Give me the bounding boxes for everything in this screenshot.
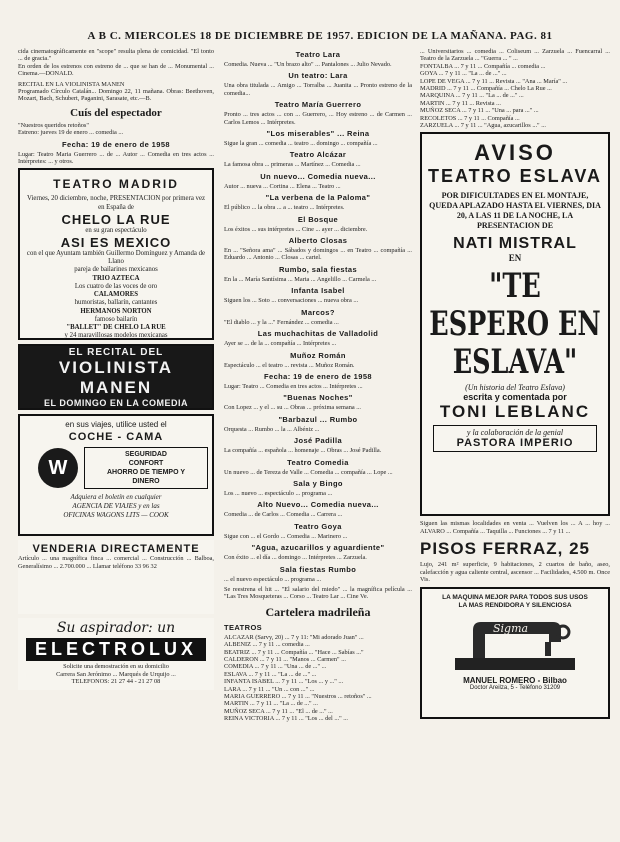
section-title: Cuís del espectador <box>70 106 162 119</box>
electrolux-brand: ELECTROLUX <box>26 638 206 661</box>
news-heading: Muñoz Román <box>290 350 346 360</box>
news-body: Lugar: Teatro ... Comedia en tres actos ... Intérpretes ... <box>224 382 363 390</box>
news-heading: Teatro Lara <box>295 50 341 59</box>
aviso-subtitle: (Un historia del Teatro Eslava) <box>465 383 565 393</box>
news-body: Con éxito ... el día ... domingo ... Intérpretes ... Zarzuela. <box>224 554 367 562</box>
news-heading: "Barbazul ... Rumbo <box>278 414 358 424</box>
news-heading: Teatro Alcázar <box>289 150 347 160</box>
pastora-box <box>433 425 597 452</box>
news-heading: "Los miserables" ... Reina <box>266 129 370 139</box>
news-heading: El Bosque <box>297 214 339 224</box>
news-heading: Sala fiestas Rumbo <box>279 564 357 574</box>
news-heading: Teatro Comedia <box>287 457 349 467</box>
wagons-lits-logo-icon: W <box>38 448 78 488</box>
venderia-body: Artículo ... una magnífica finca ... comercial ... Construcción ... Balboa, Generalísimo ... 2.700.000 ... Llamar teléfono 33 96 32 <box>18 555 214 570</box>
news-body: Comedia ... de Carlos ... Comedia ... Carrera ... <box>224 511 343 519</box>
news-heading: Infanta Isabel <box>291 286 345 296</box>
news-body: Los ... nuevo ... espectáculo ... programa ... <box>224 489 333 497</box>
news-body: Espectáculo ... el teatro ... revista ... Muñoz Román. <box>224 361 355 369</box>
news-heading: José Padilla <box>293 436 343 446</box>
ad-line: TRIO AZTECA <box>92 274 140 282</box>
news-heading: Sala y Bingo <box>293 478 343 488</box>
news-body: Sigue con ... el Gordo ... Comedia ... Marinero ... <box>224 532 348 540</box>
electrolux-body: Solicite una demostración en su domicilio Carrera San Jerónimo ... Marqués de Urquijo ... TELEFONOS: 21 27 44 - 21 27 08 <box>56 663 176 686</box>
ad-line: Viernes, 20 diciembre, noche, PRESENTACION por primera vez en España de <box>27 195 205 211</box>
ad-line: HERMANOS NORTON <box>80 307 152 315</box>
venderia-ad <box>18 540 214 614</box>
news-heading: Teatro María Guerrero <box>274 100 362 110</box>
teatro-madrid-title: TEATRO MADRID <box>53 177 179 192</box>
asi-es-mexico-title: ASI ES MEXICO <box>60 235 172 251</box>
coche-cama-title: COCHE - CAMA <box>68 431 164 444</box>
sew-address: Doctor Areilza, 5 - Teléfono 31209 <box>469 684 561 691</box>
manen-line-a: EL RECITAL DEL <box>68 346 164 358</box>
aviso-escrita: escrita y comentada por <box>463 392 567 403</box>
column-left <box>18 48 214 694</box>
sew-header: LA MAQUINA MEJOR PARA TODOS SUS USOS LA MAS RENDIDORA Y SILENCIOSA <box>442 593 588 609</box>
news-body: Un nuevo ... de Tereza de Valle ... Comedia ... compañía ... Lope ... <box>224 468 393 476</box>
teatro-madrid-ad <box>18 168 214 340</box>
venderia-title: VENDERIA DIRECTAMENTE <box>32 543 200 556</box>
news-heading: Un nuevo... Comedia nueva... <box>260 171 376 181</box>
nuestros-notice: "Nuestros queridos retoños" Estreno: jueves 19 de enero ... comedia ... <box>18 121 124 137</box>
page-header: A B C. MIERCOLES 18 DE DICIEMBRE DE 1957. EDICION DE LA MAÑANA. PAG. 81 <box>87 30 553 42</box>
column-middle <box>224 48 412 838</box>
news-heading: "Agua, azucarillos y aguardiente" <box>251 543 385 553</box>
news-heading: "La verbena de la Paloma" <box>265 193 371 203</box>
pastora-intro: y la colaboración de la genial <box>466 428 564 438</box>
electrolux-tagline: Su aspirador: un <box>56 620 176 637</box>
news-body: ... el nuevo espectáculo ... programa ... <box>224 575 322 583</box>
electrolux-ad <box>18 618 214 690</box>
news-body: Con Lopez ... y el ... su ... Obras ... próxima semana ... <box>224 404 361 412</box>
news-heading: Las muchachitas de Valladolid <box>257 329 379 339</box>
news-heading: Teatro Goya <box>294 521 342 531</box>
news-heading: Alberto Closas <box>288 236 348 246</box>
news-heading: Fecha: 19 de enero de 1958 <box>264 371 372 381</box>
news-body: En la ... María Santísima ... Marta ... Angelillo ... Carmela ... <box>224 275 377 283</box>
news-heading: Alto Nuevo... Comedia nueva... <box>257 500 379 510</box>
news-body: Orquesta ... Rumbo ... la ... Albéniz ... <box>224 425 320 433</box>
pastora-imperio-name: PASTORA IMPERIO <box>456 437 574 450</box>
news-body: "El diablo ... y la ..." Fernández ... comedia ... <box>224 318 339 326</box>
ad-line: pareja de bailarines mexicanos <box>74 266 158 274</box>
teatros-listing: ALCAZAR (Sarvy, 20) ... 7 y 11: "Mi adorado Juan" ... ALBENIZ ... 7 y 11 ... comedia ... BEATRIZ ... 7 y 11 ... Compañía ... "Hace ... Sabías ..." CALDERON ... 7 y 11 ... "Manos ... Carmen" ... COMEDIA ... 7 y 11 ... "Una ... de ..." ... ESLAVA ... 7 y 11 ... "La ... de ..." ... INFANTA ISABEL ... 7 y 11 ... "Los ... y ..." ... LARA ... 7 y 11 ... "Un ... con ..." ... MARIA GUERRERO ... 7 y 11 ... "Nuestros ... retoños" ... MARTIN ... 7 y 11 ... "La ... de ..." ... MUÑOZ SECA ... 7 y 11 ... "El ... de ..." ... REINA VICTORIA ... 7 y 11 ... "Los ... del ..." ... <box>224 633 372 723</box>
news-heading: Un teatro: Lara <box>288 71 348 81</box>
news-body: Autor ... nueva ... Cortina ... Elena ... Teatro ... <box>224 182 341 190</box>
news-body: Una obra titulada ... Amigo ... Torralba ... Juanita ... Pronto estreno de la comedia... <box>224 82 412 97</box>
teatro-eslava-title: TEATRO ESLAVA <box>428 166 602 187</box>
cartelera-title: Cartelera madrileña <box>265 604 371 619</box>
nati-mistral-name: NATI MISTRAL <box>453 235 577 253</box>
aviso-title: AVISO <box>474 140 556 166</box>
sew-brand: Sigma <box>493 621 529 635</box>
manen-recital-ad <box>18 344 214 410</box>
after-aviso-text: Siguen las mismas localidades en venta ... Vuelven los ... A ... hoy ... ALVARO ... Compañía ... Taquilla ... Funciones ... 7 y 11 ... <box>420 520 610 535</box>
ad-line: Los cuatro de las voces de oro <box>74 282 158 290</box>
coche-features: SEGURIDAD CONFORT AHORRO DE TIEMPO Y DINERO <box>84 447 208 489</box>
ad-line: "BALLET" DE CHELO LA RUE <box>66 323 166 331</box>
news-body: En ... "Señora ama" ... Sábados y domingos ... en Teatro ... compañía ... Eduardo ... Antonio ... Closas ... cartel. <box>224 247 412 262</box>
ad-line: en su gran espectáculo <box>85 226 147 234</box>
news-body: Ayer se ... de la ... compañía ... Intérpretes ... <box>224 340 337 348</box>
manen-line-c: EL DOMINGO EN LA COMEDIA <box>43 397 188 408</box>
pisos-ferraz-title: PISOS FERRAZ, 25 <box>420 539 590 559</box>
fecha-line: Fecha: 19 de enero de 1958 <box>62 139 170 149</box>
teatros-heading: TEATROS <box>224 622 263 632</box>
ad-line: con el que Ayuntam también Guillermo Domínguez y Amanda de Llano <box>26 250 206 266</box>
news-heading: "Buenas Noches" <box>283 393 353 403</box>
toni-leblanc-name: TONI LEBLANC <box>439 402 591 422</box>
news-body: Comedia. Nueva ... "Un brazo alto" ... Pantalones ... Julio Nevado. <box>224 61 392 68</box>
ad-line: humoristas, ballarín, cantantes <box>74 299 158 307</box>
aviso-body: POR DIFICULTADES EN EL MONTAJE, QUEDA APLAZADO HASTA EL VIERNES, DIA 20, A LAS 11 DE LA NOCHE, LA PRESENTACION DE <box>429 191 601 231</box>
ad-line: famoso bailarín <box>94 315 138 323</box>
coche-cama-ad <box>18 414 214 536</box>
te-espero-title: "TE ESPERO EN ESLAVA" <box>429 266 601 383</box>
news-body: Siguen los ... Soto ... conversaciones ... nueva obra ... <box>224 297 359 305</box>
chelo-la-rue-name: CHELO LA RUE <box>61 211 171 227</box>
aviso-en: EN <box>508 253 522 264</box>
news-heading: Rumbo, sala fiestas <box>278 264 358 274</box>
recital-notice: RECITAL EN LA VIOLINISTA MANEN Programado Círculo Catalán... Domingo 22, 11 mañana. Obras: Beethoven, Mozart, Bach, Schubert, Paganini, Sarasate, etc.—B. <box>18 80 214 103</box>
listings-top: ... Universitarios ... comedia ... Coliseum ... Zarzuela ... Fuencarral ... Teatro de la Zarzuela ... "Guerra ... " ... FONTALBA ... 7 y 11 ... Compañía ... comedia ... GOYA ... 7 y 11 ... "La ... de ..." ... LOPE DE VEGA ... 7 y 11 ... Revista ... "Ana ... María" ... MADRID ... 7 y 11 ... Compañía ... Chelo La Rue ... MARQUINA ... 7 y 11 ... "La ... de ..." ... MARTIN ... 7 y 11 ... Revista ... MUÑOZ SECA ... 7 y 11 ... "Una ... para ..." ... RECOLETOS ... 7 y 11 ... Compañía ... ZARZUELA ... 7 y 11 ... "Agua, azucarillos ..." ... <box>420 48 610 130</box>
sewing-machine-ad <box>420 587 610 719</box>
column-right <box>420 48 610 723</box>
ad-line: y 24 maravillosas modelos mexicanas <box>64 332 168 340</box>
news-body: La compañía ... española ... homenaje ... Obras ... José Padilla. <box>224 447 382 455</box>
coche-footer: Adquiera el boletín en cualquier AGENCIA DE VIAJES y en las OFICINAS WAGONS LITS — COOK <box>63 493 169 520</box>
news-body: Los éxitos ... sus intérpretes ... Cine ... ayer ... diciembre. <box>224 225 368 233</box>
news-heading: Marcos? <box>301 307 335 317</box>
coche-top: en sus viajes, utilice usted el <box>65 420 167 430</box>
aviso-eslava-ad <box>420 132 610 516</box>
sewing-machine-image <box>427 610 603 676</box>
sewing-machine-icon <box>445 612 585 674</box>
pisos-body: Lujo, 241 m² superficie, 9 habitaciones, 2 cuartos de baño, aseo, calefacción y agua caliente central, ascensor ... Facilidades, 4.500 m. Once Vis. <box>420 561 610 584</box>
sew-dealer: MANUEL ROMERO - Bilbao <box>463 675 567 685</box>
manen-line-b: VIOLINISTA MANEN <box>58 357 174 397</box>
intro-paragraph: cida cinematográficamente en "scope" resulta plena de comicidad. "El tonto ... de gracia." En orden de los estrenos con estreno de ... que se han de ... Monumental ... Cinema.—DONALD. <box>18 48 214 78</box>
ad-line: CALAMORES <box>93 291 139 299</box>
news-blocks <box>224 50 412 601</box>
news-body: Se reestrena el hit ... "El salario del miedo" ... la magnífica película ... "Las Tres Mosqueteras ... Corso ... Teatro Lar ... Cine Ve. <box>224 585 412 601</box>
news-body: El público ... la obra ... a ... teatro ... Intérpretes. <box>224 204 345 212</box>
news-body: La famosa obra ... primeras ... Martínez ... Comedia ... <box>224 161 361 169</box>
news-body: Sigue la gran ... comedia ... teatro ... domingo ... compañía ... <box>224 140 378 148</box>
news-body: Pronto ... tres actos ... con ... Guerrero, ... Hoy estreno ... de Carmen ... Carlos Lemos ... Intérpretes. <box>224 111 412 126</box>
fecha-body: Lugar: Teatro Maria Guerrero ... de ... Autor ... Comedia en tres actos ... Intérpretes: ... y otros. <box>18 150 214 166</box>
